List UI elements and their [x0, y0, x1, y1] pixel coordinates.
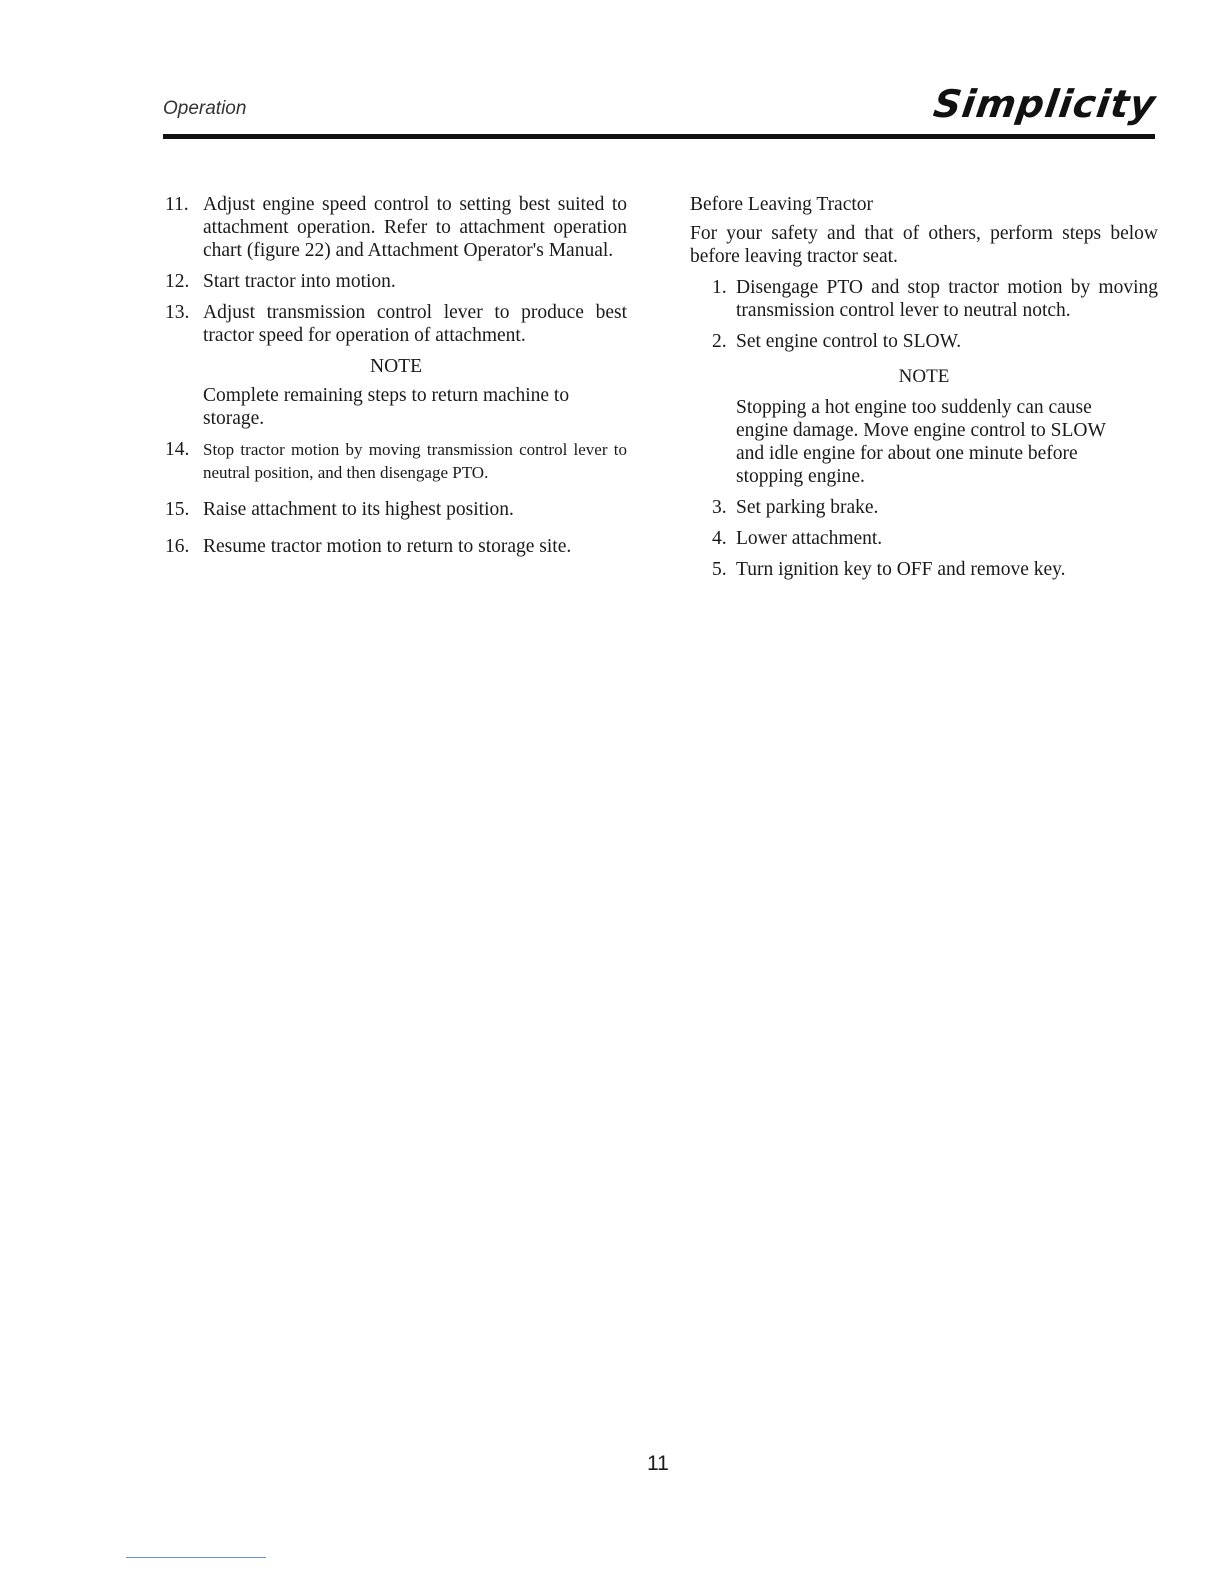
- item-number: 11.: [165, 194, 189, 215]
- item-number: 15.: [165, 499, 190, 520]
- intro-text: For your safety and that of others, perform steps below before leaving tractor seat.: [690, 223, 1158, 267]
- list-item: [165, 535, 627, 558]
- item-text: Turn ignition key to OFF and remove key.: [736, 559, 1066, 580]
- steps-list: [712, 496, 1158, 581]
- item-text: Set parking brake.: [736, 497, 879, 518]
- item-text: Start tractor into motion.: [203, 271, 396, 292]
- item-number: 13.: [165, 302, 190, 323]
- list-item: [165, 193, 627, 262]
- list-item: [712, 496, 1158, 519]
- brand-logo: Simplicity: [931, 82, 1160, 126]
- note-text: Complete remaining steps to return machine to storage.: [203, 385, 570, 429]
- item-text: Adjust transmission control lever to produce best tractor speed for operation of attachment.: [203, 302, 627, 346]
- list-item: [712, 276, 1158, 322]
- note-text: Stopping a hot engine too suddenly can cause engine damage. Move engine control to SLOW and idle engine for about one minute before stopping engine.: [736, 397, 1106, 487]
- item-number: 12.: [165, 271, 190, 292]
- item-text: Lower attachment.: [736, 528, 883, 549]
- list-item: [165, 270, 627, 293]
- list-item: [165, 438, 627, 484]
- list-item: [165, 301, 627, 347]
- item-text: Stop tractor motion by moving transmission control lever to neutral position, and then disengage PTO.: [203, 440, 627, 482]
- right-column: [690, 193, 1158, 589]
- list-item: [712, 527, 1158, 550]
- page-number: 11: [647, 1452, 669, 1475]
- item-number: 2.: [712, 331, 727, 352]
- list-item: [712, 330, 1158, 353]
- note-title: NOTE: [898, 366, 950, 387]
- item-text: Set engine control to SLOW.: [736, 331, 962, 352]
- steps-list: [712, 276, 1158, 353]
- item-number: 5.: [712, 559, 727, 580]
- item-number: 16.: [165, 536, 190, 557]
- page-header-section: Operation: [163, 98, 247, 119]
- header-rule: [163, 134, 1155, 139]
- item-text: Disengage PTO and stop tractor motion by moving transmission control lever to neutral notch.: [736, 277, 1158, 321]
- item-number: 4.: [712, 528, 727, 549]
- item-number: 1.: [712, 277, 727, 298]
- list-item: [712, 558, 1158, 581]
- item-number: 3.: [712, 497, 727, 518]
- item-text: Raise attachment to its highest position.: [203, 499, 514, 520]
- item-number: 14.: [165, 439, 190, 460]
- list-item: [165, 498, 627, 521]
- left-column: [165, 193, 627, 566]
- note-title: NOTE: [370, 356, 422, 377]
- bottom-rule: [126, 1557, 266, 1558]
- item-text: Adjust engine speed control to setting best suited to attachment operation. Refer to attachment operation chart (figure 22) and Attachment Operator's Manual.: [203, 194, 627, 261]
- section-heading: Before Leaving Tractor: [690, 194, 874, 215]
- item-text: Resume tractor motion to return to storage site.: [203, 536, 572, 557]
